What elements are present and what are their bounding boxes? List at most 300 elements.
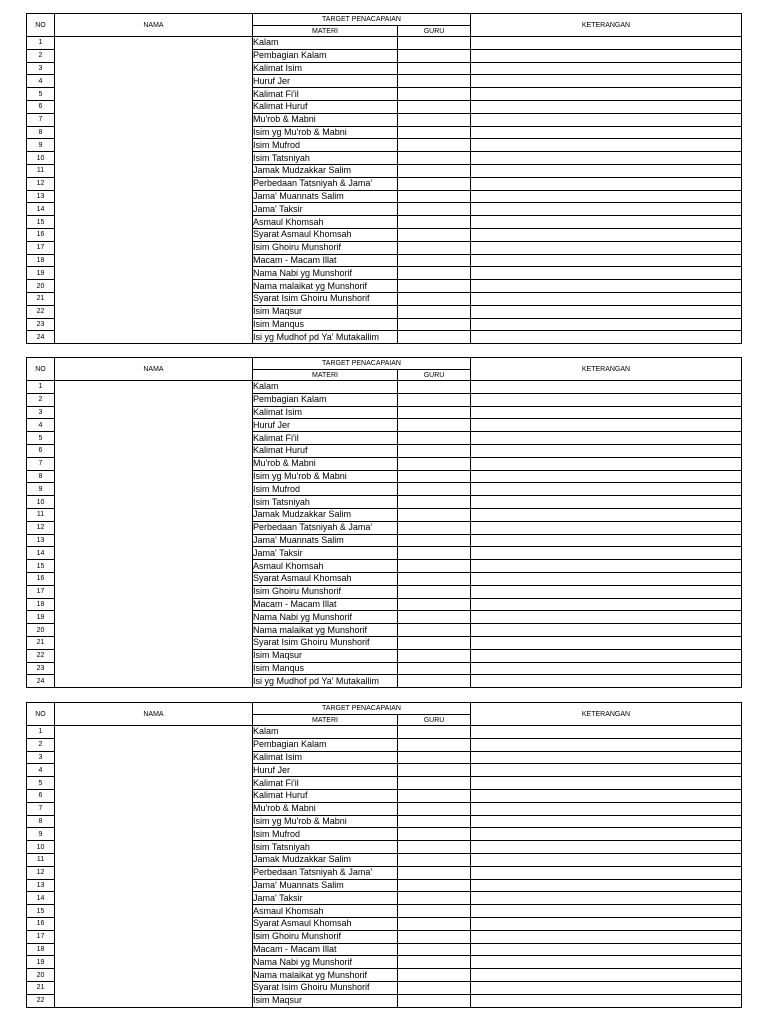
- keterangan-cell[interactable]: [471, 560, 742, 573]
- keterangan-cell[interactable]: [471, 828, 742, 841]
- nama-cell[interactable]: [55, 381, 253, 688]
- guru-cell[interactable]: [398, 139, 471, 152]
- materi-cell: Nama Nabi yg Munshorif: [253, 956, 398, 969]
- guru-cell[interactable]: [398, 981, 471, 994]
- guru-cell[interactable]: [398, 216, 471, 229]
- materi-cell: Macam - Macam Illat: [253, 943, 398, 956]
- row-number: 16: [27, 228, 55, 241]
- guru-cell[interactable]: [398, 483, 471, 496]
- form-table-3: [26, 702, 741, 1008]
- table-row: [27, 726, 742, 739]
- materi-cell: Huruf Jer: [253, 764, 398, 777]
- materi-cell: Mu'rob & Mabni: [253, 457, 398, 470]
- keterangan-cell[interactable]: [471, 100, 742, 113]
- guru-cell[interactable]: [398, 37, 471, 50]
- guru-cell[interactable]: [398, 636, 471, 649]
- keterangan-cell[interactable]: [471, 841, 742, 854]
- materi-cell: Kalam: [253, 381, 398, 394]
- keterangan-cell[interactable]: [471, 981, 742, 994]
- keterangan-cell[interactable]: [471, 611, 742, 624]
- row-number: 7: [27, 802, 55, 815]
- materi-cell: Nama malaikat yg Munshorif: [253, 280, 398, 293]
- row-number: 3: [27, 406, 55, 419]
- keterangan-cell[interactable]: [471, 917, 742, 930]
- guru-cell[interactable]: [398, 892, 471, 905]
- materi-cell: Kalimat Huruf: [253, 444, 398, 457]
- materi-cell: Isim Maqsur: [253, 649, 398, 662]
- row-number: 18: [27, 943, 55, 956]
- keterangan-cell[interactable]: [471, 75, 742, 88]
- materi-cell: Macam - Macam Illat: [253, 598, 398, 611]
- row-number: 11: [27, 853, 55, 866]
- guru-cell[interactable]: [398, 994, 471, 1007]
- materi-cell: Nama Nabi yg Munshorif: [253, 267, 398, 280]
- keterangan-cell[interactable]: [471, 777, 742, 790]
- guru-cell[interactable]: [398, 444, 471, 457]
- guru-cell[interactable]: [398, 956, 471, 969]
- guru-header: GURU: [398, 715, 471, 726]
- guru-cell[interactable]: [398, 113, 471, 126]
- row-number: 22: [27, 994, 55, 1007]
- keterangan-cell[interactable]: [471, 88, 742, 101]
- guru-cell[interactable]: [398, 841, 471, 854]
- row-number: 18: [27, 254, 55, 267]
- keterangan-cell[interactable]: [471, 802, 742, 815]
- guru-cell[interactable]: [398, 75, 471, 88]
- row-number: 13: [27, 534, 55, 547]
- row-number: 17: [27, 930, 55, 943]
- row-number: 10: [27, 841, 55, 854]
- materi-cell: Nama malaikat yg Munshorif: [253, 624, 398, 637]
- keterangan-cell[interactable]: [471, 969, 742, 982]
- materi-cell: Kalimat Fi'il: [253, 777, 398, 790]
- keterangan-cell[interactable]: [471, 177, 742, 190]
- keterangan-cell[interactable]: [471, 305, 742, 318]
- guru-cell[interactable]: [398, 560, 471, 573]
- guru-header: GURU: [398, 370, 471, 381]
- keterangan-cell[interactable]: [471, 892, 742, 905]
- guru-cell[interactable]: [398, 726, 471, 739]
- no-header: NO: [27, 14, 55, 37]
- materi-cell: Isim yg Mu'rob & Mabni: [253, 470, 398, 483]
- guru-cell[interactable]: [398, 62, 471, 75]
- materi-cell: Syarat Asmaul Khomsah: [253, 572, 398, 585]
- materi-header: MATERI: [253, 715, 398, 726]
- materi-cell: Jama' Muannats Salim: [253, 190, 398, 203]
- guru-cell[interactable]: [398, 267, 471, 280]
- materi-cell: Kalimat Fi'il: [253, 88, 398, 101]
- row-number: 12: [27, 521, 55, 534]
- row-number: 8: [27, 126, 55, 139]
- guru-cell[interactable]: [398, 624, 471, 637]
- materi-cell: Huruf Jer: [253, 419, 398, 432]
- materi-cell: Jamak Mudzakkar Salim: [253, 508, 398, 521]
- guru-cell[interactable]: [398, 254, 471, 267]
- materi-cell: Isim yg Mu'rob & Mabni: [253, 815, 398, 828]
- guru-cell[interactable]: [398, 393, 471, 406]
- materi-cell: Jamak Mudzakkar Salim: [253, 853, 398, 866]
- materi-cell: Isim Tatsniyah: [253, 496, 398, 509]
- row-number: 15: [27, 560, 55, 573]
- materi-cell: Jama' Taksir: [253, 203, 398, 216]
- row-number: 1: [27, 37, 55, 50]
- row-number: 12: [27, 866, 55, 879]
- keterangan-cell[interactable]: [471, 470, 742, 483]
- guru-cell[interactable]: [398, 917, 471, 930]
- guru-cell[interactable]: [398, 177, 471, 190]
- keterangan-cell[interactable]: [471, 432, 742, 445]
- guru-cell[interactable]: [398, 751, 471, 764]
- keterangan-cell[interactable]: [471, 789, 742, 802]
- keterangan-cell[interactable]: [471, 457, 742, 470]
- row-number: 15: [27, 216, 55, 229]
- row-number: 7: [27, 113, 55, 126]
- keterangan-cell[interactable]: [471, 241, 742, 254]
- keterangan-cell[interactable]: [471, 572, 742, 585]
- materi-cell: Syarat Isim Ghoiru Munshorif: [253, 981, 398, 994]
- no-header: NO: [27, 358, 55, 381]
- row-number: 3: [27, 62, 55, 75]
- row-number: 21: [27, 636, 55, 649]
- row-number: 17: [27, 585, 55, 598]
- keterangan-cell[interactable]: [471, 126, 742, 139]
- keterangan-cell[interactable]: [471, 381, 742, 394]
- nama-header: NAMA: [55, 358, 253, 381]
- materi-cell: Asmaul Khomsah: [253, 216, 398, 229]
- materi-cell: Isi yg Mudhof pd Ya' Mutakallim: [253, 331, 398, 344]
- guru-cell[interactable]: [398, 738, 471, 751]
- materi-cell: Asmaul Khomsah: [253, 905, 398, 918]
- guru-cell[interactable]: [398, 815, 471, 828]
- row-number: 14: [27, 892, 55, 905]
- materi-header: MATERI: [253, 370, 398, 381]
- keterangan-cell[interactable]: [471, 624, 742, 637]
- keterangan-cell[interactable]: [471, 318, 742, 331]
- guru-cell[interactable]: [398, 828, 471, 841]
- materi-cell: Isim Tatsniyah: [253, 841, 398, 854]
- keterangan-cell[interactable]: [471, 905, 742, 918]
- keterangan-header: KETERANGAN: [471, 14, 742, 37]
- materi-cell: Isim Manqus: [253, 662, 398, 675]
- row-number: 21: [27, 981, 55, 994]
- header-row: [27, 703, 742, 715]
- keterangan-cell[interactable]: [471, 216, 742, 229]
- guru-cell[interactable]: [398, 611, 471, 624]
- keterangan-cell[interactable]: [471, 508, 742, 521]
- row-number: 21: [27, 292, 55, 305]
- guru-cell[interactable]: [398, 228, 471, 241]
- keterangan-cell[interactable]: [471, 738, 742, 751]
- materi-cell: Jama' Taksir: [253, 892, 398, 905]
- guru-cell[interactable]: [398, 331, 471, 344]
- materi-cell: Mu'rob & Mabni: [253, 113, 398, 126]
- materi-cell: Isim Mufrod: [253, 828, 398, 841]
- target-header: TARGET PENACAPAIAN: [253, 703, 471, 715]
- materi-cell: Isim Maqsur: [253, 305, 398, 318]
- keterangan-cell[interactable]: [471, 764, 742, 777]
- guru-cell[interactable]: [398, 802, 471, 815]
- nama-cell[interactable]: [55, 726, 253, 1008]
- form-table-2: [26, 357, 741, 688]
- achievement-table: [26, 13, 742, 344]
- guru-cell[interactable]: [398, 905, 471, 918]
- materi-cell: Kalam: [253, 726, 398, 739]
- guru-cell[interactable]: [398, 547, 471, 560]
- row-number: 18: [27, 598, 55, 611]
- materi-cell: Nama Nabi yg Munshorif: [253, 611, 398, 624]
- guru-cell[interactable]: [398, 496, 471, 509]
- guru-cell[interactable]: [398, 943, 471, 956]
- guru-cell[interactable]: [398, 598, 471, 611]
- target-header: TARGET PENACAPAIAN: [253, 14, 471, 26]
- materi-cell: Pembagian Kalam: [253, 49, 398, 62]
- keterangan-cell[interactable]: [471, 280, 742, 293]
- guru-cell[interactable]: [398, 866, 471, 879]
- row-number: 22: [27, 305, 55, 318]
- row-number: 2: [27, 49, 55, 62]
- row-number: 2: [27, 393, 55, 406]
- keterangan-cell[interactable]: [471, 675, 742, 688]
- keterangan-cell[interactable]: [471, 751, 742, 764]
- materi-cell: Syarat Asmaul Khomsah: [253, 228, 398, 241]
- materi-cell: Pembagian Kalam: [253, 738, 398, 751]
- guru-cell[interactable]: [398, 521, 471, 534]
- table-row: [27, 37, 742, 50]
- target-header: TARGET PENACAPAIAN: [253, 358, 471, 370]
- keterangan-cell[interactable]: [471, 37, 742, 50]
- guru-cell[interactable]: [398, 969, 471, 982]
- row-number: 13: [27, 879, 55, 892]
- row-number: 6: [27, 100, 55, 113]
- row-number: 15: [27, 905, 55, 918]
- keterangan-cell[interactable]: [471, 585, 742, 598]
- row-number: 9: [27, 828, 55, 841]
- keterangan-cell[interactable]: [471, 815, 742, 828]
- row-number: 11: [27, 164, 55, 177]
- keterangan-cell[interactable]: [471, 164, 742, 177]
- row-number: 5: [27, 777, 55, 790]
- nama-header: NAMA: [55, 703, 253, 726]
- guru-cell[interactable]: [398, 305, 471, 318]
- guru-cell[interactable]: [398, 241, 471, 254]
- keterangan-cell[interactable]: [471, 393, 742, 406]
- materi-cell: Macam - Macam Illat: [253, 254, 398, 267]
- keterangan-cell[interactable]: [471, 534, 742, 547]
- materi-cell: Perbedaan Tatsniyah & Jama': [253, 866, 398, 879]
- row-number: 19: [27, 956, 55, 969]
- row-number: 19: [27, 267, 55, 280]
- materi-cell: Kalimat Isim: [253, 406, 398, 419]
- keterangan-cell[interactable]: [471, 853, 742, 866]
- keterangan-cell[interactable]: [471, 113, 742, 126]
- row-number: 23: [27, 662, 55, 675]
- materi-cell: Perbedaan Tatsniyah & Jama': [253, 521, 398, 534]
- guru-cell[interactable]: [398, 280, 471, 293]
- keterangan-cell[interactable]: [471, 267, 742, 280]
- materi-cell: Syarat Asmaul Khomsah: [253, 917, 398, 930]
- keterangan-cell[interactable]: [471, 406, 742, 419]
- keterangan-cell[interactable]: [471, 496, 742, 509]
- keterangan-cell[interactable]: [471, 292, 742, 305]
- materi-cell: Perbedaan Tatsniyah & Jama': [253, 177, 398, 190]
- guru-cell[interactable]: [398, 470, 471, 483]
- guru-cell[interactable]: [398, 190, 471, 203]
- materi-header: MATERI: [253, 26, 398, 37]
- guru-cell[interactable]: [398, 572, 471, 585]
- guru-cell[interactable]: [398, 49, 471, 62]
- guru-cell[interactable]: [398, 419, 471, 432]
- guru-cell[interactable]: [398, 675, 471, 688]
- guru-cell[interactable]: [398, 292, 471, 305]
- row-number: 1: [27, 381, 55, 394]
- keterangan-cell[interactable]: [471, 139, 742, 152]
- row-number: 16: [27, 572, 55, 585]
- row-number: 2: [27, 738, 55, 751]
- keterangan-cell[interactable]: [471, 49, 742, 62]
- keterangan-cell[interactable]: [471, 994, 742, 1007]
- row-number: 20: [27, 280, 55, 293]
- materi-cell: Isim Mufrod: [253, 139, 398, 152]
- keterangan-cell[interactable]: [471, 331, 742, 344]
- guru-cell[interactable]: [398, 789, 471, 802]
- guru-cell[interactable]: [398, 930, 471, 943]
- materi-cell: Kalimat Isim: [253, 751, 398, 764]
- keterangan-cell[interactable]: [471, 879, 742, 892]
- guru-cell[interactable]: [398, 764, 471, 777]
- guru-cell[interactable]: [398, 88, 471, 101]
- keterangan-cell[interactable]: [471, 62, 742, 75]
- header-row: [27, 14, 742, 26]
- row-number: 20: [27, 624, 55, 637]
- materi-cell: Nama malaikat yg Munshorif: [253, 969, 398, 982]
- materi-cell: Huruf Jer: [253, 75, 398, 88]
- materi-cell: Isim Ghoiru Munshorif: [253, 241, 398, 254]
- guru-header: GURU: [398, 26, 471, 37]
- guru-cell[interactable]: [398, 164, 471, 177]
- materi-cell: Mu'rob & Mabni: [253, 802, 398, 815]
- achievement-table: [26, 702, 742, 1008]
- guru-cell[interactable]: [398, 534, 471, 547]
- materi-cell: Asmaul Khomsah: [253, 560, 398, 573]
- row-number: 14: [27, 203, 55, 216]
- no-header: NO: [27, 703, 55, 726]
- materi-cell: Kalimat Isim: [253, 62, 398, 75]
- materi-cell: Isim Mufrod: [253, 483, 398, 496]
- keterangan-cell[interactable]: [471, 547, 742, 560]
- materi-cell: Kalam: [253, 37, 398, 50]
- keterangan-cell[interactable]: [471, 152, 742, 165]
- guru-cell[interactable]: [398, 585, 471, 598]
- guru-cell[interactable]: [398, 381, 471, 394]
- row-number: 12: [27, 177, 55, 190]
- row-number: 6: [27, 789, 55, 802]
- keterangan-header: KETERANGAN: [471, 358, 742, 381]
- keterangan-cell[interactable]: [471, 662, 742, 675]
- nama-header: NAMA: [55, 14, 253, 37]
- row-number: 20: [27, 969, 55, 982]
- materi-cell: Kalimat Huruf: [253, 789, 398, 802]
- row-number: 8: [27, 470, 55, 483]
- row-number: 5: [27, 432, 55, 445]
- guru-cell[interactable]: [398, 508, 471, 521]
- keterangan-cell[interactable]: [471, 483, 742, 496]
- guru-cell[interactable]: [398, 649, 471, 662]
- row-number: 5: [27, 88, 55, 101]
- keterangan-cell[interactable]: [471, 419, 742, 432]
- row-number: 1: [27, 726, 55, 739]
- guru-cell[interactable]: [398, 879, 471, 892]
- row-number: 17: [27, 241, 55, 254]
- achievement-table: [26, 357, 742, 688]
- keterangan-cell[interactable]: [471, 726, 742, 739]
- row-number: 7: [27, 457, 55, 470]
- materi-cell: Isim Manqus: [253, 318, 398, 331]
- row-number: 9: [27, 483, 55, 496]
- materi-cell: Jamak Mudzakkar Salim: [253, 164, 398, 177]
- keterangan-cell[interactable]: [471, 866, 742, 879]
- keterangan-cell[interactable]: [471, 649, 742, 662]
- keterangan-cell[interactable]: [471, 598, 742, 611]
- row-number: 23: [27, 318, 55, 331]
- guru-cell[interactable]: [398, 432, 471, 445]
- materi-cell: Isim Maqsur: [253, 994, 398, 1007]
- materi-cell: Isim Ghoiru Munshorif: [253, 930, 398, 943]
- guru-cell[interactable]: [398, 203, 471, 216]
- nama-cell[interactable]: [55, 37, 253, 344]
- guru-cell[interactable]: [398, 152, 471, 165]
- materi-cell: Isim Ghoiru Munshorif: [253, 585, 398, 598]
- keterangan-cell[interactable]: [471, 636, 742, 649]
- row-number: 8: [27, 815, 55, 828]
- row-number: 9: [27, 139, 55, 152]
- keterangan-cell[interactable]: [471, 228, 742, 241]
- guru-cell[interactable]: [398, 777, 471, 790]
- materi-cell: Jama' Taksir: [253, 547, 398, 560]
- row-number: 10: [27, 152, 55, 165]
- materi-cell: Isim yg Mu'rob & Mabni: [253, 126, 398, 139]
- row-number: 19: [27, 611, 55, 624]
- keterangan-cell[interactable]: [471, 521, 742, 534]
- materi-cell: Isim Tatsniyah: [253, 152, 398, 165]
- materi-cell: Kalimat Fi'il: [253, 432, 398, 445]
- header-row: [27, 358, 742, 370]
- keterangan-cell[interactable]: [471, 203, 742, 216]
- guru-cell[interactable]: [398, 100, 471, 113]
- keterangan-cell[interactable]: [471, 943, 742, 956]
- row-number: 4: [27, 75, 55, 88]
- row-number: 6: [27, 444, 55, 457]
- keterangan-cell[interactable]: [471, 930, 742, 943]
- keterangan-cell[interactable]: [471, 444, 742, 457]
- keterangan-cell[interactable]: [471, 956, 742, 969]
- keterangan-cell[interactable]: [471, 190, 742, 203]
- row-number: 10: [27, 496, 55, 509]
- materi-cell: Kalimat Huruf: [253, 100, 398, 113]
- guru-cell[interactable]: [398, 406, 471, 419]
- materi-cell: Syarat Isim Ghoiru Munshorif: [253, 292, 398, 305]
- guru-cell[interactable]: [398, 126, 471, 139]
- row-number: 22: [27, 649, 55, 662]
- guru-cell[interactable]: [398, 853, 471, 866]
- guru-cell[interactable]: [398, 457, 471, 470]
- materi-cell: Syarat Isim Ghoiru Munshorif: [253, 636, 398, 649]
- guru-cell[interactable]: [398, 662, 471, 675]
- keterangan-cell[interactable]: [471, 254, 742, 267]
- table-row: [27, 381, 742, 394]
- row-number: 13: [27, 190, 55, 203]
- materi-cell: Jama' Muannats Salim: [253, 879, 398, 892]
- guru-cell[interactable]: [398, 318, 471, 331]
